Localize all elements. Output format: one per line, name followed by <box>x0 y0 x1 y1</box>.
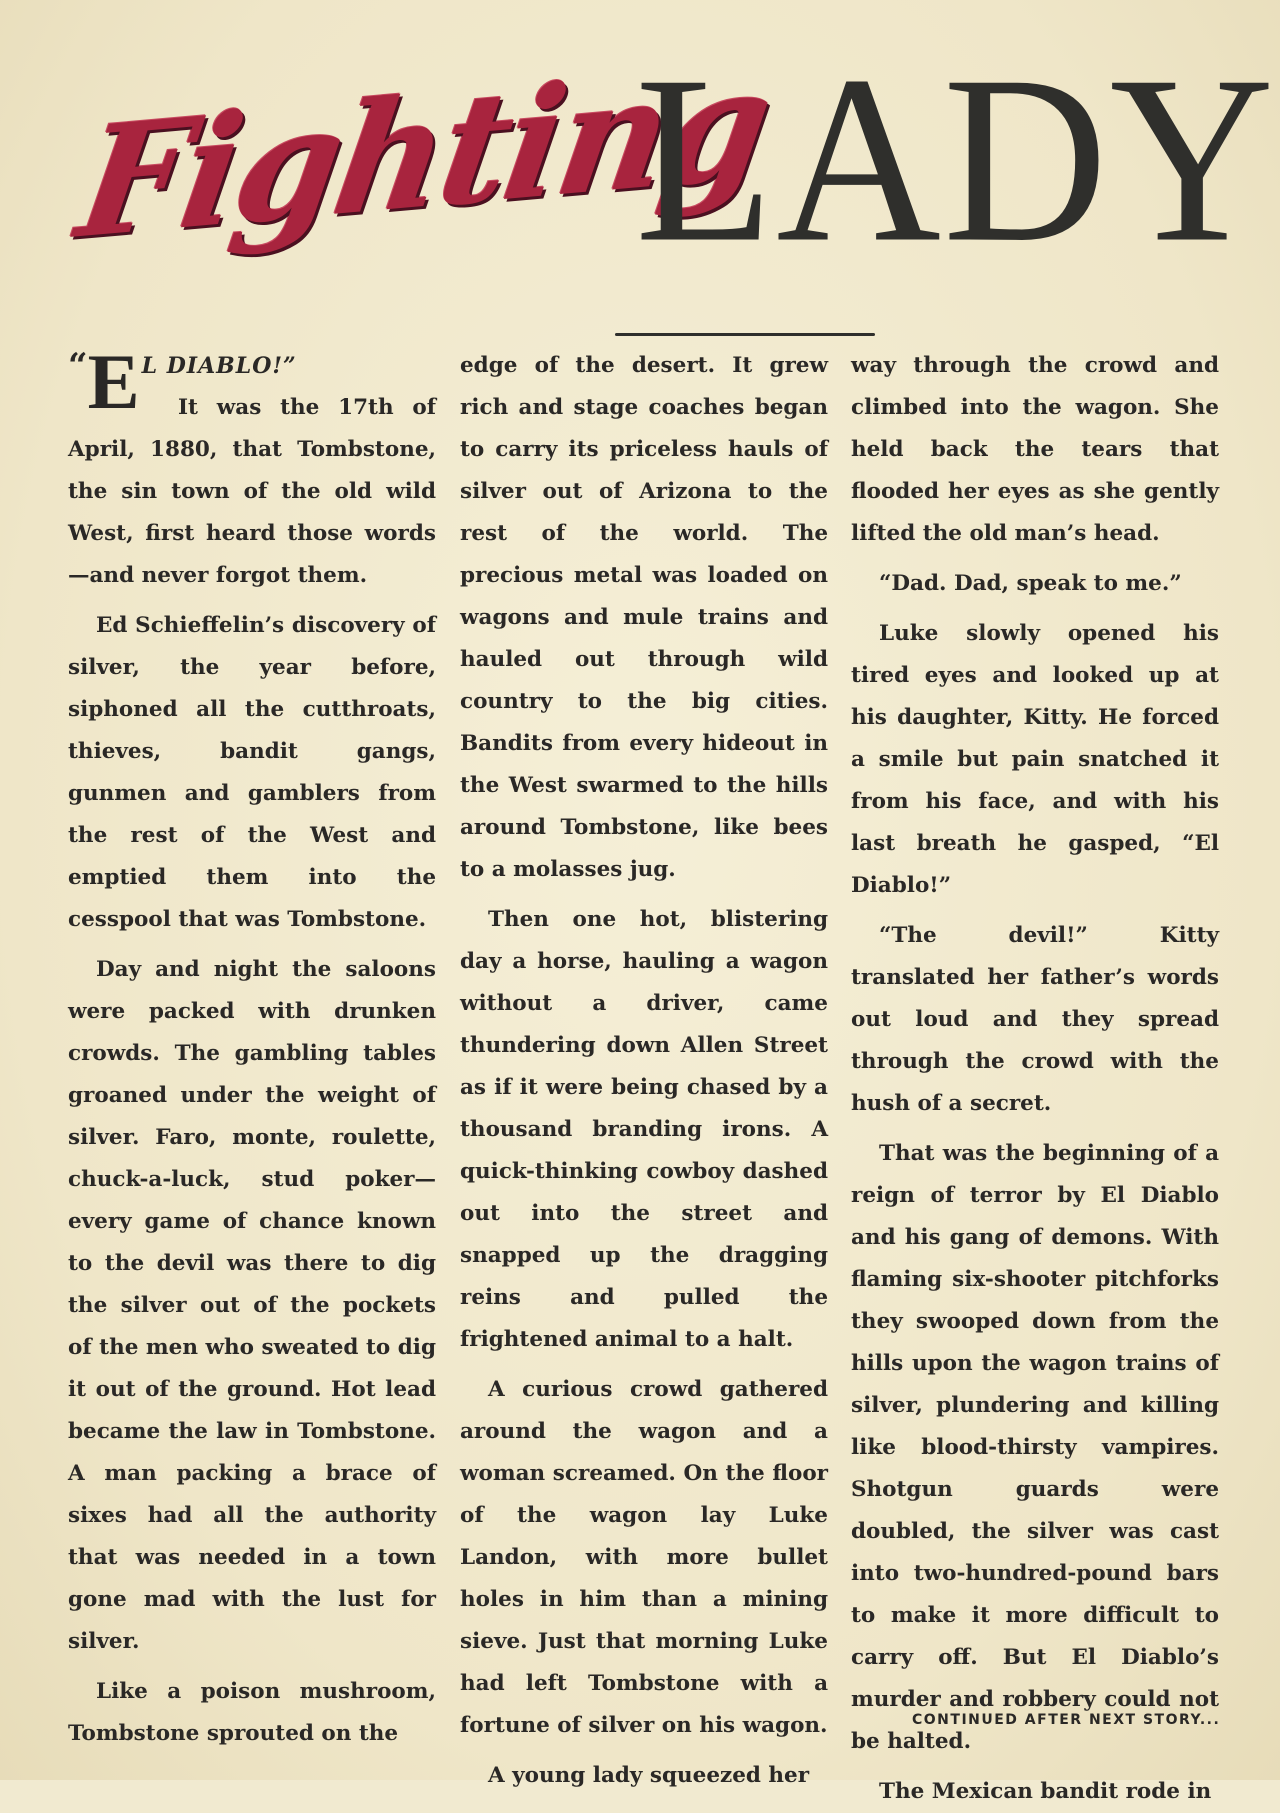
paragraph: way through the crowd and climbed into the wagon. She held back the tears that flooded her eyes as she gently lifted the old man’s head. <box>851 353 1219 546</box>
paragraph: That was the beginning of a reign of terror by El Diablo and his gang of demons. With flaming six-shooter pitchforks they swooped down from the hills upon the wagon trains of silver, plundering and killing like blood-thirsty vampires. Shotgun guards were doubled, the silver was cast into two-hundred-pound bars to make it more difficult to carry off. But El Diablo’s murder and robbery could not be halted. <box>851 1141 1219 1754</box>
continued-notice: CONTINUED AFTER NEXT STORY... <box>912 1712 1221 1728</box>
paragraph: Luke slowly opened his tired eyes and looked up at his daughter, Kitty. He forced a smile but pain snatched it from his face, and with his last breath he gasped, “El Diablo!” <box>851 621 1219 898</box>
paragraph: “The devil!” Kitty translated her father’s words out loud and they spread through the crowd with the hush of a secret. <box>851 923 1219 1116</box>
opening-exclamation: L DIABLO!” <box>141 353 297 379</box>
opening-heading <box>68 338 436 425</box>
opening-paragraph <box>68 338 436 597</box>
paragraph: edge of the desert. It grew rich and stage coaches began to carry its priceless hauls of silver out of Arizona to the rest of the world. The precious metal was loaded on wagons and mule trains and hauled out through wild country to the big cities. Bandits from every hideout in the West swarmed to the hills around Tombstone, like bees to a molasses jug. <box>460 353 828 882</box>
paragraph: Then one hot, blistering day a horse, hauling a wagon without a driver, came thundering down Allen Street as if it were being chased by a thousand branding irons. A quick-thinking cowboy dashed out into the street and snapped up the dragging reins and pulled the frightened animal to a halt. <box>460 907 828 1352</box>
opening-text: It was the 17th of April, 1880, that Tombstone, the sin town of the old wild West, first heard those words—and never forgot them. <box>68 395 436 588</box>
text-column-2 <box>460 345 828 1788</box>
text-column-1 <box>68 338 436 1746</box>
title-word-lady: LADY <box>635 27 1277 293</box>
paragraph: A young lady squeezed her <box>488 1763 810 1788</box>
story-title <box>60 27 1277 330</box>
paragraph: “Dad. Dad, speak to me.” <box>879 571 1182 596</box>
opening-quote-mark: “ <box>68 346 88 386</box>
paragraph: A curious crowd gathered around the wagon and a woman screamed. On the floor of the wagon lay Luke Landon, with more bullet holes in him than a mining sieve. Just that morning Luke had left Tombstone with a fortune of silver on his wagon. <box>460 1377 828 1738</box>
paragraph: Ed Schieffelin’s discovery of silver, the year before, siphoned all the cutthroats, thieves, bandit gangs, gunmen and gamblers from the rest of the West and emptied them into the cesspool that was Tombstone. <box>68 613 436 932</box>
title-word-fighting: Fighting <box>67 34 780 274</box>
drop-cap-letter: E <box>87 338 140 425</box>
title-divider <box>615 333 875 336</box>
paragraph: The Mexican bandit rode in <box>879 1779 1212 1804</box>
paragraph: Like a poison mushroom, Tombstone sprouted on the <box>68 1679 436 1746</box>
paragraph: Day and night the saloons were packed with drunken crowds. The gambling tables groaned under the weight of silver. Faro, monte, roulette, chuck-a-luck, stud poker—every game of chance known to the devil was there to dig the silver out of the pockets of the men who sweated to dig it out of the ground. Hot lead became the law in Tombstone. A man packing a brace of sixes had all the authority that was needed in a town gone mad with the lust for silver. <box>68 957 436 1654</box>
